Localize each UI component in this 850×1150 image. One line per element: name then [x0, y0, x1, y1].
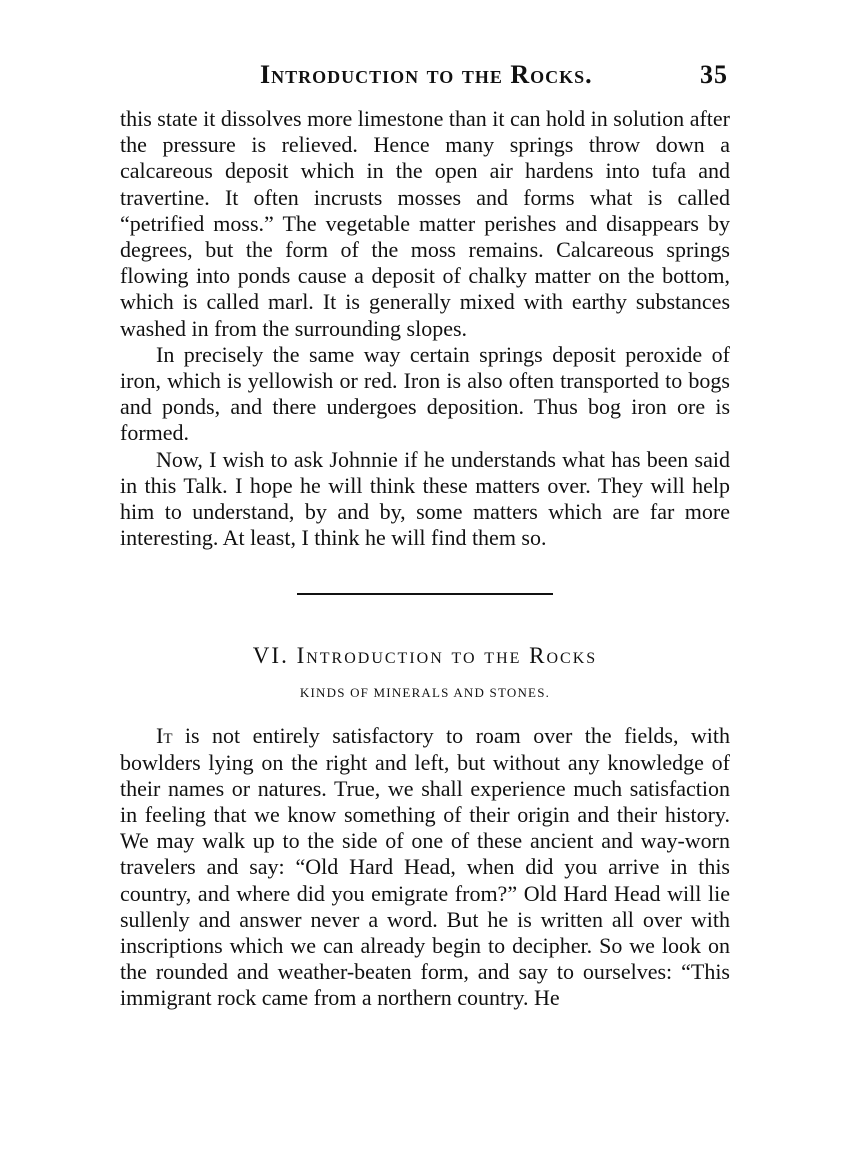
- section-subheading: KINDS OF MINERALS AND STONES.: [299, 685, 551, 701]
- book-page: [120, 60, 730, 1012]
- paragraph-johnnie: Now, I wish to ask Johnnie if he understands what has been said in this Talk. I hope he will think these matters over. They will help him to understand, by and by, some matters which are far more interesting. At least, I think he will find them so.: [120, 446, 730, 551]
- page-number: 35: [700, 60, 728, 89]
- section-heading: VI. Introduction to the Rocks: [252, 643, 598, 669]
- section-paragraph-text: is not entirely satisfactory to roam over the fields, with bowlders lying on the right and left, but without any knowledge of their names or natures. True, we shall experience much satisfaction in feeling that we know something of their origin and their history. We may walk up to the side of one of these ancient and way-worn travelers and say: “Old Hard Head, when did you arrive in this country, and where did you emigrate from?” Old Hard Head will lie sullenly and answer never a word. But he is written all over with inscriptions which we can already begin to decipher. So we look on the rounded and weather-beaten form, and say to ourselves: “This immigrant rock came from a northern country. He: [120, 723, 730, 1011]
- paragraph-iron: In precisely the same way certain springs deposit peroxide of iron, which is yellowish or red. Iron is also often transported to bogs and ponds, and there undergoes deposition. Thus bog iron ore is formed.: [120, 341, 730, 446]
- running-head-title: Introduction to the Rocks.: [260, 60, 593, 89]
- running-head: [120, 60, 730, 94]
- section-divider: [297, 593, 553, 595]
- section-paragraph: [120, 723, 730, 1011]
- opening-word: It: [156, 723, 173, 749]
- paragraph-continued: this state it dissolves more limestone than it can hold in solution after the pressure is relieved. Hence many springs throw down a calcareous deposit which in the open air hardens into tufa and travertine. It often incrusts mosses and forms what is called “petrified moss.” The vegetable matter perishes and disappears by degrees, but the form of the moss remains. Calcareous springs flowing into ponds cause a deposit of chalky matter on the bottom, which is called marl. It is generally mixed with earthy substances washed in from the surrounding slopes.: [120, 106, 730, 341]
